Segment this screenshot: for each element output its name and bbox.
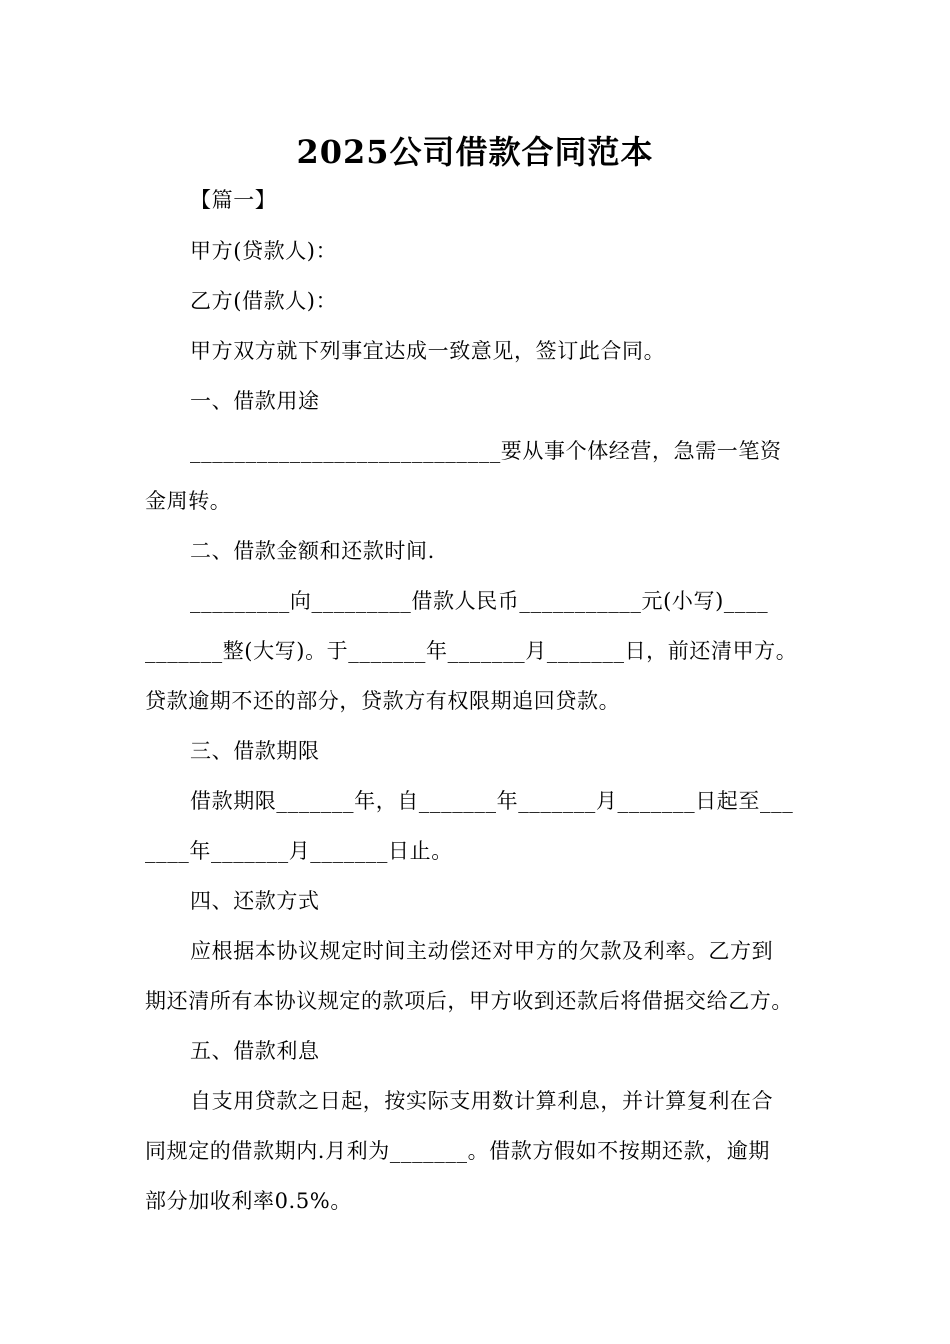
party-a-line: 甲方(贷款人)： bbox=[190, 239, 338, 263]
paragraph-line: 自支用贷款之日起，按实际支用数计算利息，并计算复利在合 bbox=[190, 1089, 774, 1113]
party-b-line: 乙方(借款人)： bbox=[190, 289, 338, 313]
document-title: 2025公司借款合同范本 bbox=[296, 133, 654, 171]
paragraph-line: 期还清所有本协议规定的款项后，甲方收到还款后将借据交给乙方。 bbox=[145, 989, 793, 1013]
paragraph-line: ____________________________要从事个体经营，急需一笔资 bbox=[190, 439, 782, 463]
paragraph-line: _______整(大写)。于_______年_______月_______日，前还清甲方。 bbox=[145, 639, 798, 663]
heading-loan-interest: 五、借款利息 bbox=[190, 1039, 320, 1063]
section-marker: 【篇一】 bbox=[190, 188, 277, 212]
paragraph-line: 应根据本协议规定时间主动偿还对甲方的欠款及利率。乙方到 bbox=[190, 939, 774, 963]
heading-amount-and-repayment: 二、借款金额和还款时间. bbox=[190, 539, 435, 563]
paragraph-line: 同规定的借款期内.月利为_______。借款方假如不按期还款，逾期 bbox=[145, 1139, 770, 1163]
paragraph-line: 部分加收利率0.5%。 bbox=[145, 1189, 352, 1213]
paragraph-line: 贷款逾期不还的部分，贷款方有权限期追回贷款。 bbox=[145, 689, 621, 713]
heading-loan-term: 三、借款期限 bbox=[190, 739, 320, 763]
agreement-intro: 甲方双方就下列事宜达成一致意见，签订此合同。 bbox=[190, 339, 666, 363]
paragraph-line: 金周转。 bbox=[145, 489, 232, 513]
paragraph-line: _________向_________借款人民币___________元(小写)____ bbox=[190, 589, 769, 613]
heading-repayment-method: 四、还款方式 bbox=[190, 889, 320, 913]
heading-loan-purpose: 一、借款用途 bbox=[190, 389, 320, 413]
paragraph-line: 借款期限_______年，自_______年_______月_______日起至___ bbox=[190, 789, 794, 813]
paragraph-line: ____年_______月_______日止。 bbox=[145, 839, 453, 863]
